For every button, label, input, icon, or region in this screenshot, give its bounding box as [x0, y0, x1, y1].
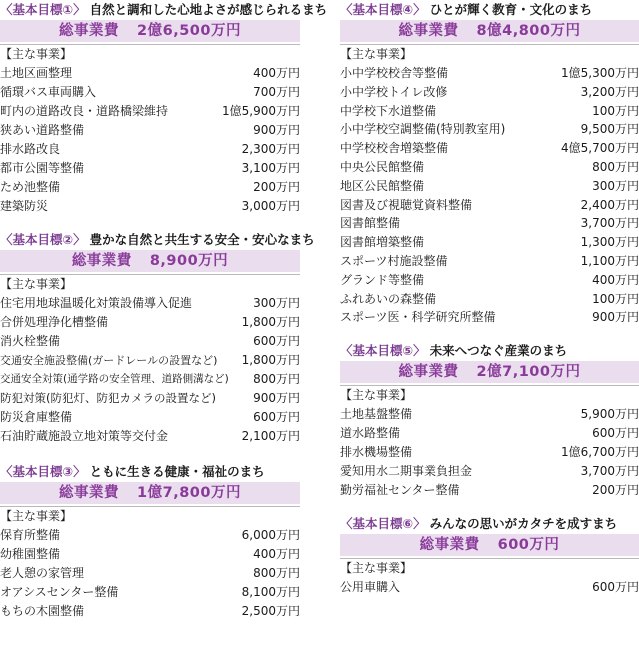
project-row: [340, 578, 639, 597]
project-row: [0, 159, 300, 178]
project-row: [340, 139, 639, 158]
project-amount: 2,400万円: [580, 197, 639, 212]
project-amount: 900万円: [592, 310, 639, 325]
project-row: [0, 564, 300, 583]
goal-heading: [0, 462, 300, 482]
total-cost-label: 総事業費: [398, 23, 459, 39]
project-amount: 1億5,900万円: [222, 104, 300, 118]
total-cost-label: 総事業費: [419, 537, 480, 554]
project-amount: 3,200万円: [580, 84, 639, 99]
project-amount: 800万円: [253, 566, 300, 580]
project-amount: 600万円: [592, 426, 639, 441]
project-row: [0, 351, 300, 370]
project-row: [340, 177, 639, 196]
project-name: 地区公民館整備: [340, 178, 425, 193]
project-name: 小中学校校舎等整備: [340, 66, 449, 80]
project-row: [0, 545, 300, 564]
main-projects-heading: 【主な事業】: [340, 388, 413, 403]
project-row: [0, 332, 300, 351]
project-amount: 3,700万円: [580, 464, 639, 479]
project-name: 公用車購入: [340, 580, 401, 595]
project-amount: 3,000万円: [241, 199, 300, 213]
goal-name: 未来へつなぐ産業のまち: [429, 343, 568, 359]
total-cost-value: 600万円: [497, 537, 560, 554]
goal-name: 豊かな自然と共生する安全・安心なまち: [89, 232, 315, 247]
project-amount: 1,800万円: [241, 353, 300, 367]
goal-tag: 〈基本目標③〉: [0, 464, 86, 479]
project-row: [0, 197, 300, 216]
project-row: [340, 462, 639, 481]
project-name: スポーツ村施設整備: [340, 253, 448, 268]
project-row: [340, 102, 639, 121]
total-cost-value: 2億6,500万円: [137, 23, 241, 39]
main-projects: [340, 44, 639, 327]
project-name: 土地基盤整備: [340, 407, 413, 422]
project-name: 交通安全対策(通学路の安全管理、道路側溝など): [0, 373, 229, 385]
project-row: [0, 121, 300, 140]
total-cost-label: 総事業費: [71, 253, 132, 269]
project-name: 中学校校舎増築整備: [340, 141, 449, 156]
total-cost-bar: [0, 250, 300, 272]
project-row: [340, 120, 639, 139]
project-amount: 400万円: [253, 66, 300, 80]
goal-section-5: [340, 341, 639, 500]
project-name: 図書館整備: [340, 216, 401, 231]
project-row: [340, 158, 639, 177]
main-projects: [0, 506, 300, 621]
project-name: 排水機場整備: [340, 445, 413, 460]
project-amount: 8,100万円: [241, 585, 300, 599]
goal-name: ひとが輝く教育・文化のまち: [429, 2, 593, 17]
goal-name: ともに生きる健康・福祉のまち: [89, 464, 265, 479]
total-cost-value: 8億4,800万円: [476, 23, 581, 39]
goal-heading: [340, 341, 639, 361]
project-amount: 1億6,700万円: [561, 445, 639, 460]
project-amount: 6,000万円: [241, 528, 300, 542]
project-amount: 1,100万円: [580, 253, 639, 268]
project-amount: 400万円: [592, 272, 639, 287]
main-projects-heading: 【主な事業】: [0, 277, 73, 291]
project-name: 中学校下水道整備: [340, 103, 437, 118]
goal-tag: 〈基本目標②〉: [0, 232, 86, 247]
project-amount: 100万円: [592, 103, 639, 118]
project-row: [0, 602, 300, 621]
project-name: 防災倉庫整備: [0, 410, 73, 424]
project-amount: 300万円: [253, 296, 300, 310]
project-amount: 900万円: [253, 391, 300, 405]
project-row: [340, 196, 639, 215]
project-row: [340, 481, 639, 500]
project-row: [0, 140, 300, 159]
project-name: 小中学校トイレ改修: [340, 84, 448, 99]
project-name: 愛知用水二期事業負担金: [340, 464, 473, 479]
total-cost-bar: [340, 534, 639, 556]
goal-section-3: [0, 462, 300, 621]
project-amount: 400万円: [253, 547, 300, 561]
project-row: [340, 252, 639, 271]
total-cost-value: 8,900万円: [149, 253, 229, 269]
project-amount: 200万円: [253, 180, 300, 194]
project-name: 狭あい道路整備: [0, 123, 85, 137]
total-cost-label: 総事業費: [59, 23, 120, 39]
project-name: 老人憩の家管理: [0, 566, 85, 580]
project-amount: 3,700万円: [580, 216, 639, 231]
project-name: 防犯対策(防犯灯、防犯カメラの設置など): [0, 391, 216, 405]
project-row: [0, 408, 300, 427]
project-row: [340, 83, 639, 102]
project-amount: 4億5,700万円: [561, 141, 639, 156]
total-cost-bar: [0, 20, 300, 42]
project-amount: 100万円: [592, 291, 639, 306]
project-name: 図書及び視聴覚資料整備: [340, 197, 473, 212]
total-cost-label: 総事業費: [398, 364, 459, 381]
project-name: 循環バス車両購入: [0, 85, 97, 99]
project-name: 土地区画整理: [0, 66, 73, 80]
project-amount: 800万円: [253, 372, 300, 386]
goal-heading: [340, 0, 639, 20]
project-row: [0, 427, 300, 446]
goal-tag: 〈基本目標⑤〉: [340, 343, 426, 359]
goal-section-2: [0, 230, 315, 446]
project-row: [340, 308, 639, 327]
project-amount: 600万円: [253, 334, 300, 348]
project-name: 保育所整備: [0, 528, 61, 542]
project-row: [0, 313, 300, 332]
left-column: [0, 0, 328, 621]
project-amount: 600万円: [253, 410, 300, 424]
project-amount: 2,500万円: [241, 604, 300, 618]
project-name: 幼稚園整備: [0, 547, 61, 561]
project-name: 交通安全施設整備(ガードレールの設置など): [0, 354, 218, 367]
project-row: [0, 102, 300, 121]
project-amount: 1,800万円: [241, 315, 300, 329]
goal-section-6: [340, 514, 639, 597]
project-amount: 900万円: [253, 123, 300, 137]
project-amount: 1億5,300万円: [561, 66, 639, 80]
project-name: 都市公園等整備: [0, 161, 85, 175]
project-row: [340, 424, 639, 443]
project-row: [0, 178, 300, 197]
main-projects: [340, 385, 639, 500]
project-amount: 800万円: [592, 159, 639, 174]
main-projects: [340, 558, 639, 597]
project-name: ため池整備: [0, 180, 61, 194]
project-row: [0, 294, 300, 313]
project-amount: 2,300万円: [241, 142, 300, 156]
project-name: ふれあいの森整備: [340, 291, 437, 306]
goal-section-4: [340, 0, 639, 327]
project-amount: 300万円: [592, 178, 639, 193]
project-row: [340, 443, 639, 462]
project-amount: 600万円: [592, 580, 639, 595]
project-amount: 2,100万円: [241, 429, 300, 443]
goal-heading: [0, 0, 328, 20]
project-row: [340, 214, 639, 233]
goal-tag: 〈基本目標⑥〉: [340, 516, 426, 532]
main-projects: [0, 274, 300, 446]
project-name: 中央公民館整備: [340, 159, 425, 174]
goal-heading: [0, 230, 315, 250]
project-name: オアシスセンター整備: [0, 585, 119, 599]
project-name: 図書館増築整備: [340, 235, 425, 250]
project-row: [0, 389, 300, 408]
project-name: 小中学校空調整備(特別教室用): [340, 122, 506, 137]
project-row: [0, 370, 300, 389]
main-projects-heading: 【主な事業】: [0, 509, 73, 523]
total-cost-bar: [340, 20, 639, 42]
main-projects-heading: 【主な事業】: [0, 47, 73, 61]
project-row: [340, 271, 639, 290]
project-row: [0, 583, 300, 602]
project-name: 石油貯蔵施設立地対策等交付金: [0, 429, 169, 443]
project-name: 合併処理浄化槽整備: [0, 315, 109, 329]
project-name: 消火栓整備: [0, 334, 61, 348]
project-amount: 5,900万円: [580, 407, 639, 422]
project-amount: 1,300万円: [580, 235, 639, 250]
main-projects-heading: 【主な事業】: [340, 561, 413, 576]
project-name: 道水路整備: [340, 426, 401, 441]
project-amount: 9,500万円: [580, 122, 639, 137]
project-name: 建築防災: [0, 199, 49, 213]
project-amount: 3,100万円: [241, 161, 300, 175]
total-cost-label: 総事業費: [59, 485, 120, 501]
goal-section-1: [0, 0, 328, 216]
project-row: [0, 64, 300, 83]
goal-name: 自然と調和した心地よさが感じられるまち: [89, 2, 328, 17]
project-name: グランド等整備: [340, 272, 425, 287]
main-projects: [0, 44, 300, 216]
project-row: [0, 83, 300, 102]
right-column: [340, 0, 639, 597]
project-name: スポーツ医・科学研究所整備: [340, 310, 496, 325]
project-amount: 700万円: [253, 85, 300, 99]
project-row: [340, 64, 639, 83]
total-cost-value: 1億7,800万円: [137, 485, 241, 501]
goal-tag: 〈基本目標④〉: [340, 2, 426, 17]
project-name: 住宅用地球温暖化対策設備導入促進: [0, 296, 193, 310]
project-name: 勤労福祉センター整備: [340, 483, 460, 498]
project-name: 排水路改良: [0, 142, 61, 156]
goal-tag: 〈基本目標①〉: [0, 2, 86, 17]
total-cost-bar: [0, 482, 300, 504]
project-name: もちの木園整備: [0, 604, 85, 618]
total-cost-bar: [340, 361, 639, 383]
project-row: [340, 290, 639, 309]
project-row: [340, 233, 639, 252]
total-cost-value: 2億7,100万円: [476, 364, 581, 381]
goal-name: みんなの思いがカタチを成すまち: [429, 516, 618, 532]
project-row: [340, 405, 639, 424]
goal-heading: [340, 514, 639, 534]
main-projects-heading: 【主な事業】: [340, 47, 413, 61]
project-name: 町内の道路改良・道路橋梁維持: [0, 104, 169, 118]
project-row: [0, 526, 300, 545]
project-amount: 200万円: [592, 483, 639, 498]
